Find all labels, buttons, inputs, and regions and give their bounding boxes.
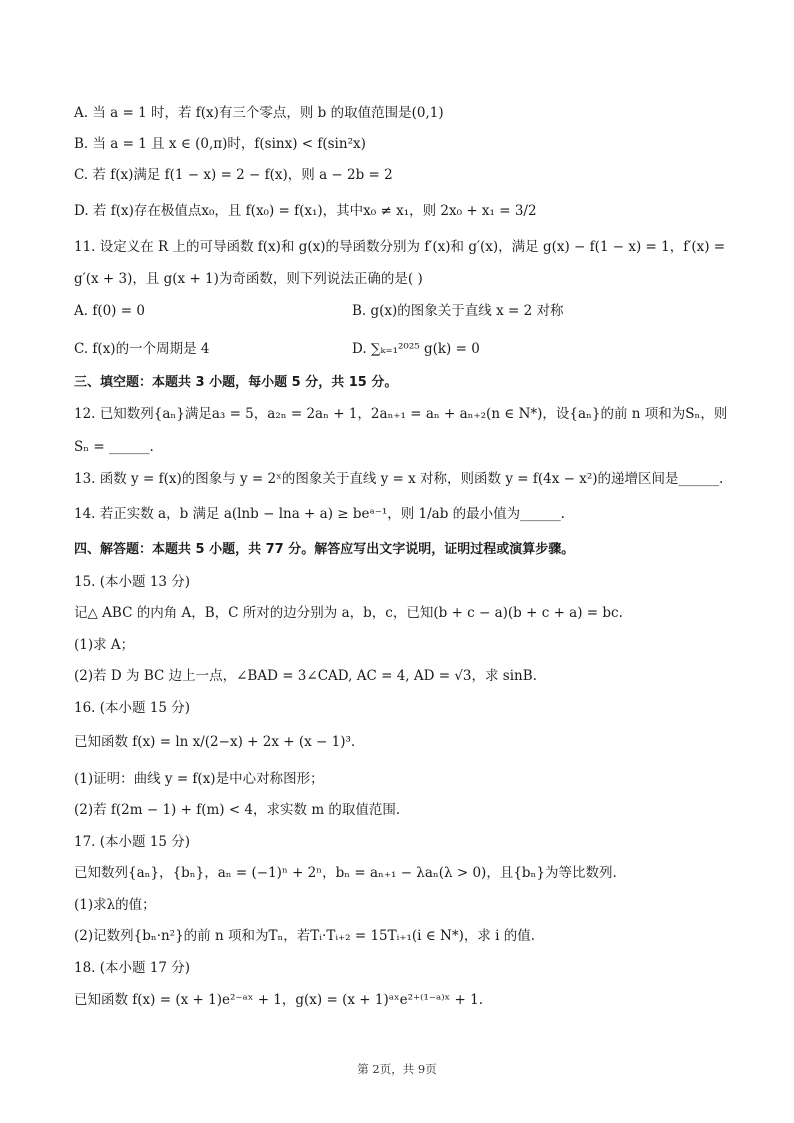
question-15-part2: (2)若 D 为 BC 边上一点，∠BAD = 3∠CAD, AC = 4, AD = √3，求 sinB.	[74, 668, 537, 684]
question-12-line1: 12. 已知数列{aₙ}满足a₃ = 5，a₂ₙ = 2aₙ + 1，2aₙ₊₁ = aₙ + aₙ₊₂(n ∈ N*)，设{aₙ}的前 n 项和为Sₙ，则	[74, 406, 728, 422]
question-11-line2: g′(x + 3)，且 g(x + 1)为奇函数，则下列说法正确的是( )	[74, 271, 423, 287]
question-15-stem: 记△ ABC 的内角 A，B，C 所对的边分别为 a，b，c，已知(b + c − a)(b + c + a) = bc.	[74, 605, 623, 621]
option-11a: A. f(0) = 0	[74, 303, 145, 319]
question-16-title: 16. (本小题 15 分)	[74, 700, 191, 716]
section-answer-heading: 四、解答题：本题共 5 小题，共 77 分。解答应写出文字说明，证明过程或演算步骤。	[74, 542, 575, 557]
question-17-title: 17. (本小题 15 分)	[74, 834, 191, 850]
section-fill-blank-heading: 三、填空题：本题共 3 小题，每小题 5 分，共 15 分。	[74, 375, 398, 390]
question-16-part1: (1)证明：曲线 y = f(x)是中心对称图形；	[74, 771, 324, 787]
question-11-line1: 11. 设定义在 R 上的可导函数 f(x)和 g(x)的导函数分别为 f′(x)和 g′(x)，满足 g(x) − f(1 − x) = 1，f′(x) =	[74, 239, 726, 255]
question-18-stem: 已知函数 f(x) = (x + 1)e²⁻ᵃˣ + 1，g(x) = (x + 1)ᵃˣe²⁺⁽¹⁻ᵃ⁾ˣ + 1.	[74, 992, 484, 1008]
question-15-title: 15. (本小题 13 分)	[74, 574, 191, 590]
question-17-part2: (2)记数列{bₙ·n²}的前 n 项和为Tₙ，若Tᵢ·Tᵢ₊₂ = 15Tᵢ₊₁(i ∈ N*)，求 i 的值.	[74, 928, 536, 944]
question-12-line2: Sₙ = ______.	[74, 439, 154, 455]
question-13: 13. 函数 y = f(x)的图象与 y = 2ˣ的图象关于直线 y = x 对称，则函数 y = f(4x − x²)的递增区间是______.	[74, 471, 724, 487]
page-footer: 第 2页，共 9页	[357, 1062, 437, 1076]
option-11c: C. f(x)的一个周期是 4	[74, 341, 210, 357]
option-10c: C. 若 f(x)满足 f(1 − x) = 2 − f(x)，则 a − 2b = 2	[74, 167, 393, 183]
question-17-part1: (1)求λ的值；	[74, 897, 156, 913]
question-17-stem: 已知数列{aₙ}，{bₙ}，aₙ = (−1)ⁿ + 2ⁿ，bₙ = aₙ₊₁ − λaₙ(λ > 0)，且{bₙ}为等比数列.	[74, 865, 617, 881]
question-16-part2: (2)若 f(2m − 1) + f(m) < 4，求实数 m 的取值范围.	[74, 802, 401, 818]
option-11b: B. g(x)的图象关于直线 x = 2 对称	[352, 303, 564, 319]
question-18-title: 18. (本小题 17 分)	[74, 960, 191, 976]
option-10d: D. 若 f(x)存在极值点x₀，且 f(x₀) = f(x₁)，其中x₀ ≠ x₁，则 2x₀ + x₁ = 3/2	[74, 203, 537, 219]
question-16-stem: 已知函数 f(x) = ln x/(2−x) + 2x + (x − 1)³.	[74, 734, 356, 750]
question-15-part1: (1)求 A；	[74, 637, 135, 653]
option-10a: A. 当 a = 1 时，若 f(x)有三个零点，则 b 的取值范围是(0,1)	[74, 105, 444, 121]
option-10b: B. 当 a = 1 且 x ∈ (0,π)时，f(sinx) < f(sin²x)	[74, 136, 366, 152]
question-14: 14. 若正实数 a，b 满足 a(lnb − lna + a) ≥ beᵃ⁻¹，则 1/ab 的最小值为______.	[74, 506, 565, 522]
option-11d: D. ∑ₖ₌₁²⁰²⁵ g(k) = 0	[352, 341, 480, 357]
